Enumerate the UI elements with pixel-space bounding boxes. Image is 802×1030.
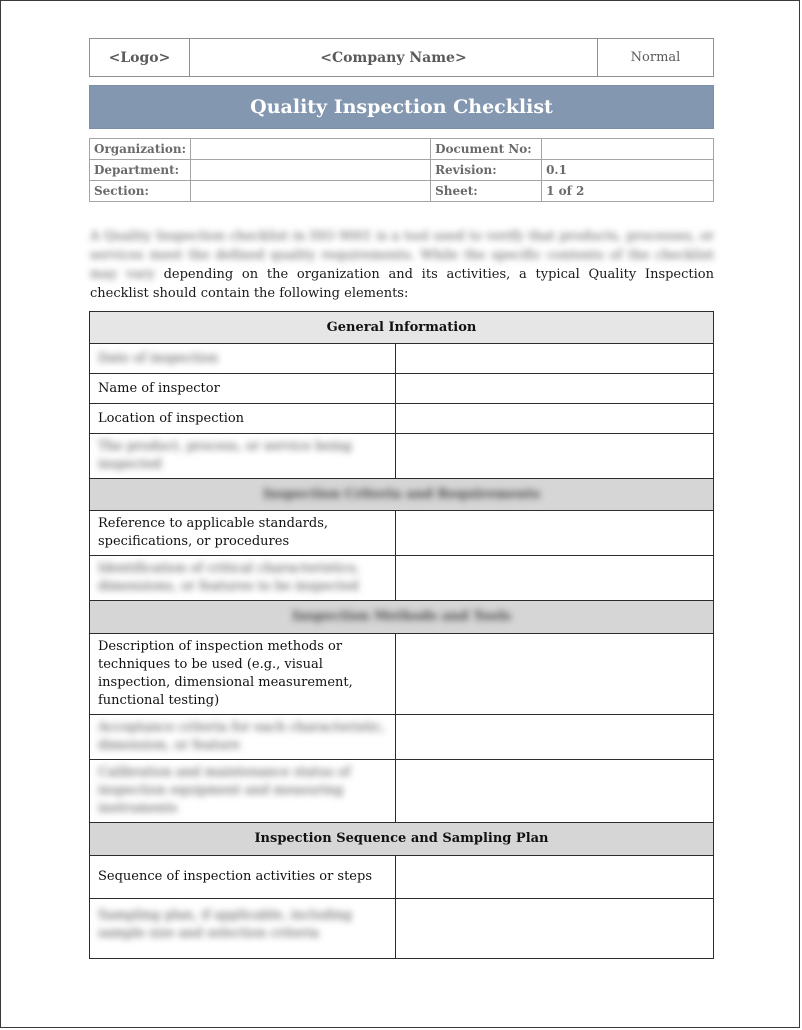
organization-value[interactable]: [191, 139, 431, 160]
meta-row: [90, 139, 714, 160]
intro-blurred-text: A Quality Inspection checklist in ISO 9001 is a tool used to verify that products, processes, or services meet the defined quality requirements. While the specific contents of the checklist may vary: [90, 229, 714, 282]
row-input-cell[interactable]: [396, 760, 714, 823]
meta-table: [89, 138, 714, 202]
section-heading: Inspection Criteria and Requirements: [90, 479, 714, 511]
header-table: [89, 38, 714, 77]
row-input-cell[interactable]: [396, 556, 714, 601]
meta-row: [90, 181, 714, 202]
table-row: [90, 434, 714, 479]
row-label: Name of inspector: [90, 374, 396, 404]
section-heading: Inspection Sequence and Sampling Plan: [90, 823, 714, 856]
revision-value[interactable]: 0.1: [542, 160, 714, 181]
table-row: [90, 715, 714, 760]
section-header-row: [90, 479, 714, 511]
checklist-table: [89, 311, 714, 959]
sheet-label: Sheet:: [431, 181, 542, 202]
document-no-value[interactable]: [542, 139, 714, 160]
row-input-cell[interactable]: [396, 344, 714, 374]
row-input-cell[interactable]: [396, 899, 714, 959]
logo-placeholder: <Logo>: [90, 39, 190, 76]
row-label: Date of inspection: [90, 344, 396, 374]
organization-label: Organization:: [90, 139, 191, 160]
section-heading: Inspection Methods and Tools: [90, 601, 714, 634]
document-no-label: Document No:: [431, 139, 542, 160]
intro-visible-text: depending on the organization and its activities, a typical Quality Inspection checklist should contain the following elements:: [90, 267, 714, 301]
table-row: [90, 634, 714, 715]
row-input-cell[interactable]: [396, 374, 714, 404]
section-header-row: [90, 601, 714, 634]
row-label: Description of inspection methods or techniques to be used (e.g., visual inspection, dimensional measurement, functional testing): [90, 634, 396, 715]
section-value[interactable]: [191, 181, 431, 202]
intro-paragraph: [90, 227, 714, 303]
row-input-cell[interactable]: [396, 511, 714, 556]
table-row: [90, 556, 714, 601]
table-row: [90, 404, 714, 434]
company-name: <Company Name>: [190, 39, 598, 76]
table-row: [90, 760, 714, 823]
table-row: [90, 511, 714, 556]
row-input-cell[interactable]: [396, 715, 714, 760]
row-label: Identification of critical characteristics, dimensions, or features to be inspected: [90, 556, 396, 601]
row-label: The product, process, or service being inspected: [90, 434, 396, 479]
section-header-row: [90, 312, 714, 344]
row-label: Reference to applicable standards, specifications, or procedures: [90, 511, 396, 556]
style-label: Normal: [630, 50, 681, 65]
row-label: Sampling plan, if applicable, including sample size and selection criteria: [90, 899, 396, 959]
row-input-cell[interactable]: [396, 404, 714, 434]
section-label: Section:: [90, 181, 191, 202]
sheet-value[interactable]: 1 of 2: [542, 181, 714, 202]
row-label: Acceptance criteria for each characteristic, dimension, or feature: [90, 715, 396, 760]
meta-row: [90, 160, 714, 181]
row-input-cell[interactable]: [396, 434, 714, 479]
row-input-cell[interactable]: [396, 634, 714, 715]
department-label: Department:: [90, 160, 191, 181]
table-row: [90, 344, 714, 374]
section-heading: General Information: [90, 312, 714, 344]
table-row: [90, 856, 714, 899]
section-header-row: [90, 823, 714, 856]
table-row: [90, 899, 714, 959]
row-input-cell[interactable]: [396, 856, 714, 899]
document-title: Quality Inspection Checklist: [89, 85, 714, 129]
table-row: [90, 374, 714, 404]
revision-label: Revision:: [431, 160, 542, 181]
row-label: Calibration and maintenance status of inspection equipment and measuring instruments: [90, 760, 396, 823]
row-label: Location of inspection: [90, 404, 396, 434]
department-value[interactable]: [191, 160, 431, 181]
row-label: Sequence of inspection activities or steps: [90, 856, 396, 899]
